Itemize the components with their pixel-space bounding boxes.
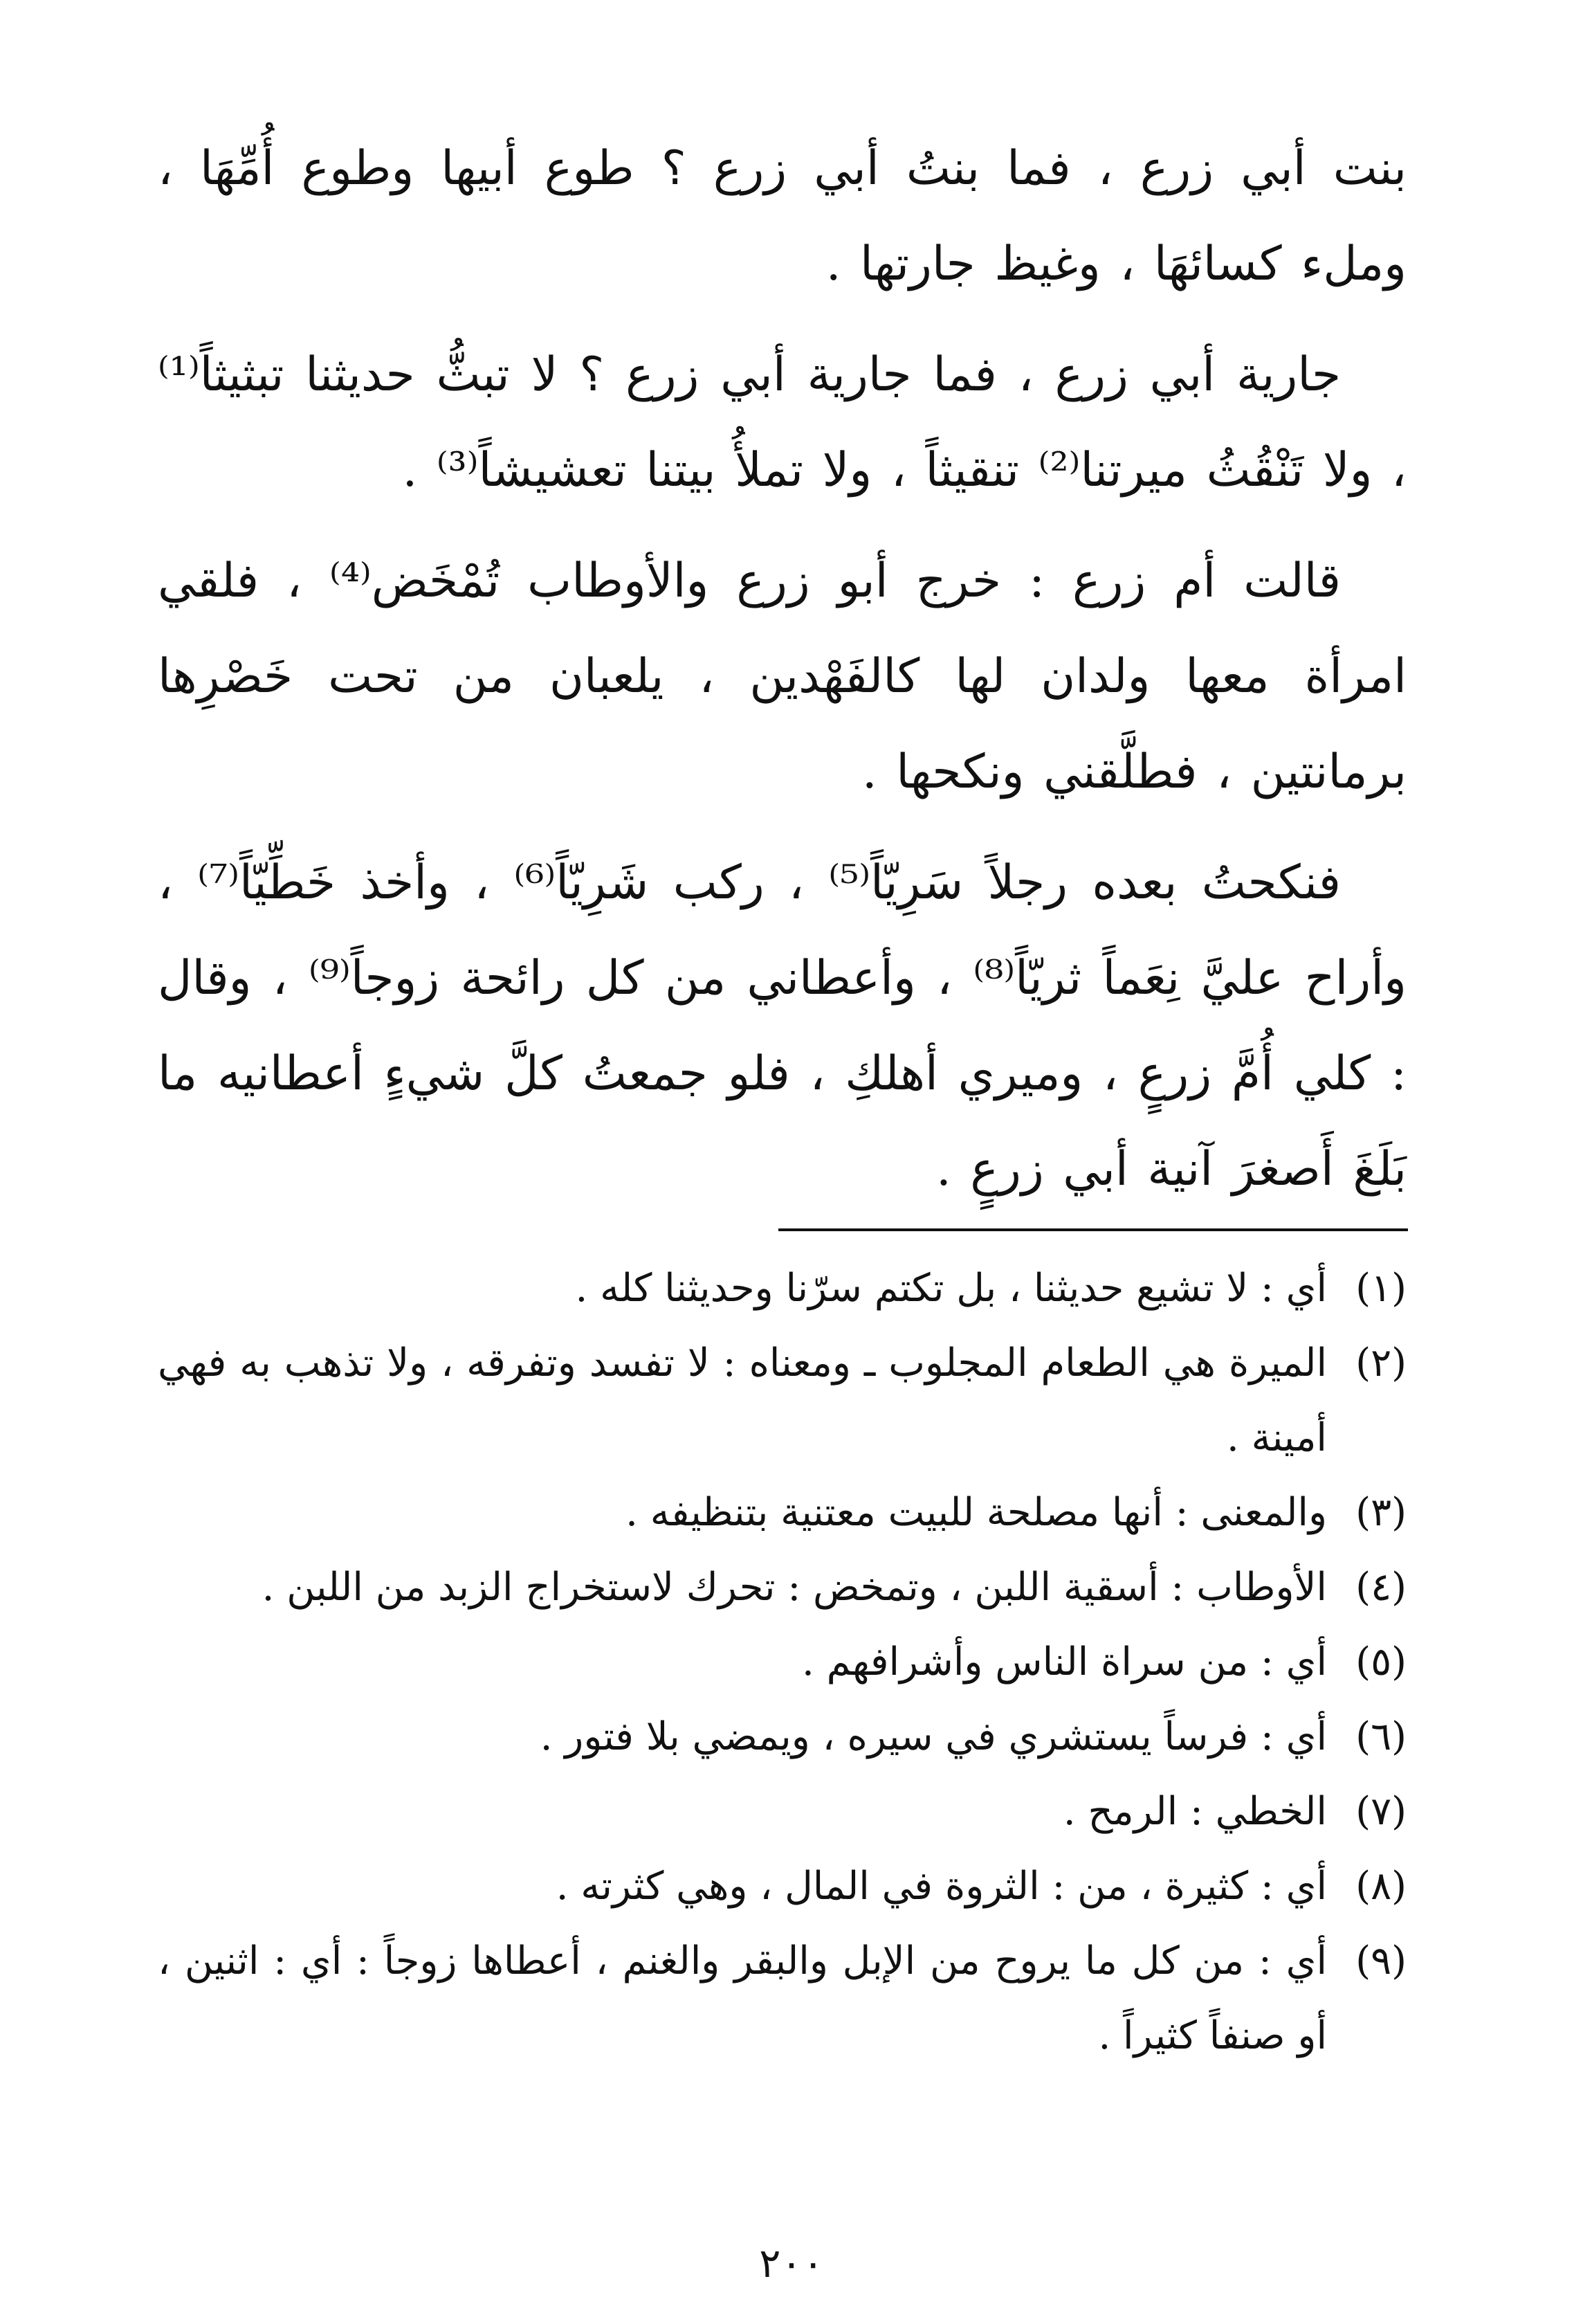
footnote-6 xyxy=(158,1700,1407,1774)
footnote-text: الميرة هي الطعام المجلوب ـ ومعناه : لا تفسد وتفرقه ، ولا تذهب به فهي أمينة . xyxy=(158,1341,1327,1460)
footnote-number: (٣) xyxy=(1355,1490,1407,1535)
footnote-number: (٨) xyxy=(1355,1864,1407,1909)
footnote-number: (٧) xyxy=(1355,1789,1407,1834)
footnote-number: (١) xyxy=(1355,1266,1407,1311)
footnote-2 xyxy=(158,1326,1407,1476)
footnote-3 xyxy=(158,1476,1407,1550)
footnote-number: (٦) xyxy=(1355,1714,1407,1759)
footnote-number: (٤) xyxy=(1355,1565,1407,1610)
footnotes xyxy=(158,1251,1407,2073)
footnote-1 xyxy=(158,1251,1407,1326)
footnote-text: الخطي : الرمح . xyxy=(1063,1789,1327,1834)
footnote-text: أي : كثيرة ، من : الثروة في المال ، وهي كثرته . xyxy=(556,1864,1327,1909)
footnote-number: (٢) xyxy=(1355,1341,1407,1386)
main-text xyxy=(158,121,1407,1233)
footnote-8 xyxy=(158,1849,1407,1924)
page-number: ٢٠٠ xyxy=(759,2240,824,2287)
footnote-text: والمعنى : أنها مصلحة للبيت معتنية بتنظيفه . xyxy=(625,1490,1327,1535)
footnote-5 xyxy=(158,1625,1407,1700)
paragraph-1: بنت أبي زرع ، فما بنتُ أبي زرع ؟ طوع أبيها وطوع أُمِّهَا ، وملء كسائهَا ، وغيظ جارتها . xyxy=(158,141,1407,291)
footnote-7 xyxy=(158,1774,1407,1849)
footnote-4 xyxy=(158,1550,1407,1625)
footnote-number: (٥) xyxy=(1355,1640,1407,1685)
footnote-text: أي : من سراة الناس وأشرافهم . xyxy=(802,1640,1327,1685)
footnote-divider xyxy=(778,1228,1408,1231)
paragraph-3: قالت أم زرع : خرج أبو زرع والأوطاب تُمْخَض⁽⁴⁾ ، فلقي امرأة معها ولدان لها كالفَهْدين ، يلعبان من تحت خَصْرِها برمانتين ، فطلَّقني ونكحها . xyxy=(158,554,1407,799)
footnote-text: الأوطاب : أسقية اللبن ، وتمخض : تحرك لاستخراج الزبد من اللبن . xyxy=(262,1565,1327,1610)
paragraph-2: جارية أبي زرع ، فما جارية أبي زرع ؟ لا تبثُّ حديثنا تبثيثاً⁽¹⁾ ، ولا تَنْقُثُ ميرتنا⁽²⁾ تنقيثاً ، ولا تملأُ بيتنا تعشيشاً⁽³⁾ . xyxy=(158,347,1407,498)
footnote-text: أي : لا تشيع حديثنا ، بل تكتم سرّنا وحديثنا كله . xyxy=(575,1266,1327,1311)
footnote-text: أي : فرساً يستشري في سيره ، ويمضي بلا فتور . xyxy=(540,1714,1327,1759)
footnote-text: أي : من كل ما يروح من الإبل والبقر والغنم ، أعطاها زوجاً : أي : اثنين ، أو صنفاً كثيراً . xyxy=(158,1939,1327,2058)
footnote-number: (٩) xyxy=(1355,1939,1407,1983)
paragraph-4: فنكحتُ بعده رجلاً سَرِيّاً⁽⁵⁾ ، ركب شَرِيّاً⁽⁶⁾ ، وأخذ خَطِّيّاً⁽⁷⁾ ، وأراح عليَّ نِعَماً ثريّاً⁽⁸⁾ ، وأعطاني من كل رائحة زوجاً⁽⁹⁾ ، وقال : كلي أُمَّ زرعٍ ، وميري أهلكِ ، فلو جمعتُ كلَّ شيءٍ أعطانيه ما بَلَغَ أَصغرَ آنية أبي زرعٍ . xyxy=(158,855,1407,1197)
footnote-9 xyxy=(158,1924,1407,2073)
